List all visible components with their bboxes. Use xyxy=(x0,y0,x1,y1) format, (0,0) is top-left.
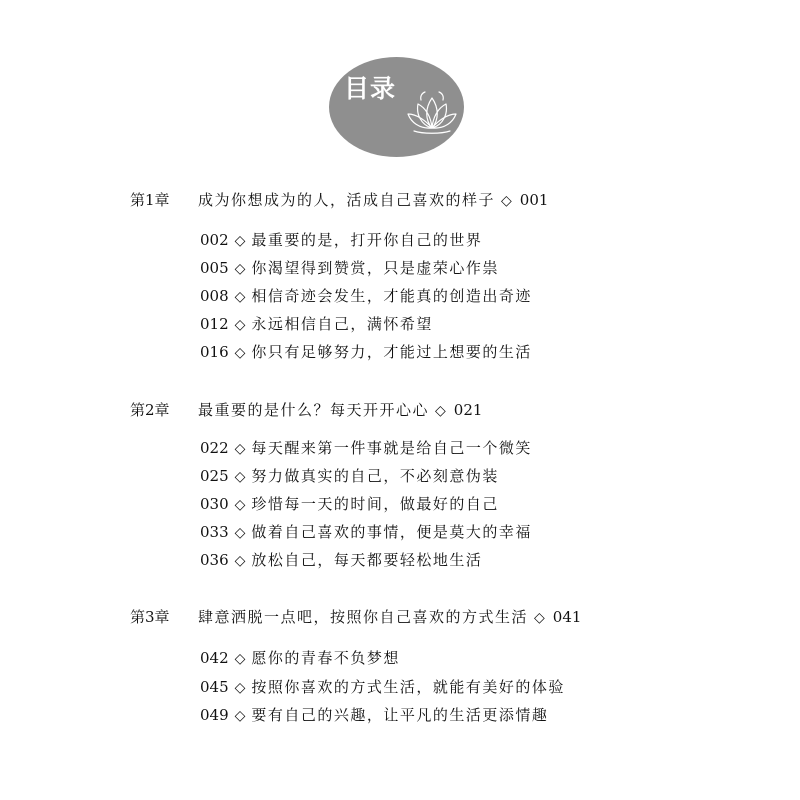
chapter-label: 第2章 xyxy=(130,401,170,419)
toc-entry[interactable] xyxy=(200,648,400,669)
entry-title: 你渴望得到赞赏，只是虚荣心作祟 xyxy=(251,259,499,277)
entry-page: 005 xyxy=(200,259,229,277)
toc-entry[interactable] xyxy=(200,522,532,543)
entry-page: 025 xyxy=(200,467,229,485)
toc-entry[interactable] xyxy=(200,286,532,307)
separator-diamond: ◇ xyxy=(234,497,246,513)
entry-page: 042 xyxy=(200,649,229,667)
separator-diamond: ◇ xyxy=(435,403,446,419)
separator-diamond: ◇ xyxy=(234,233,246,249)
chapter-page: 041 xyxy=(552,608,582,626)
separator-diamond: ◇ xyxy=(234,289,246,305)
chapter-label: 第1章 xyxy=(130,191,170,209)
entry-title: 做着自己喜欢的事情，便是莫大的幸福 xyxy=(251,523,532,541)
entry-page: 016 xyxy=(200,343,229,361)
entry-title: 放松自己，每天都要轻松地生活 xyxy=(251,551,483,569)
entry-page: 049 xyxy=(200,706,229,724)
separator-diamond: ◇ xyxy=(234,553,246,569)
chapter-title: 最重要的是什么？每天开开心心 xyxy=(198,401,430,419)
entry-page: 030 xyxy=(200,495,229,513)
lotus-icon xyxy=(405,90,459,136)
toc-entry[interactable] xyxy=(200,230,482,251)
chapter-title: 肆意洒脱一点吧，按照你自己喜欢的方式生活 xyxy=(198,608,529,626)
toc-entry[interactable] xyxy=(200,466,499,487)
entry-page: 002 xyxy=(200,231,229,249)
separator-diamond: ◇ xyxy=(234,345,246,361)
toc-entry[interactable] xyxy=(200,677,565,698)
separator-diamond: ◇ xyxy=(234,261,246,277)
separator-diamond: ◇ xyxy=(534,610,545,626)
entry-title: 每天醒来第一件事就是给自己一个微笑 xyxy=(251,439,532,457)
chapter-page: 021 xyxy=(453,401,483,419)
separator-diamond: ◇ xyxy=(501,193,512,209)
chapter-heading[interactable] xyxy=(130,400,482,421)
toc-entry[interactable] xyxy=(200,342,532,363)
entry-title: 愿你的青春不负梦想 xyxy=(251,649,400,667)
toc-entry[interactable] xyxy=(200,314,433,335)
entry-page: 036 xyxy=(200,551,229,569)
chapter-label: 第3章 xyxy=(130,608,170,626)
chapter-title: 成为你想成为的人，活成自己喜欢的样子 xyxy=(198,191,496,209)
separator-diamond: ◇ xyxy=(234,441,246,457)
chapter-heading[interactable] xyxy=(130,607,581,628)
toc-entry[interactable] xyxy=(200,258,499,279)
toc-entry[interactable] xyxy=(200,438,532,459)
entry-title: 珍惜每一天的时间，做最好的自己 xyxy=(251,495,499,513)
entry-title: 相信奇迹会发生，才能真的创造出奇迹 xyxy=(251,287,532,305)
separator-diamond: ◇ xyxy=(234,708,246,724)
separator-diamond: ◇ xyxy=(234,469,246,485)
entry-page: 008 xyxy=(200,287,229,305)
entry-page: 045 xyxy=(200,678,229,696)
entry-title: 按照你喜欢的方式生活，就能有美好的体验 xyxy=(251,678,565,696)
separator-diamond: ◇ xyxy=(234,680,246,696)
separator-diamond: ◇ xyxy=(234,525,246,541)
chapter-heading[interactable] xyxy=(130,190,548,211)
toc-entry[interactable] xyxy=(200,705,548,726)
entry-title: 要有自己的兴趣，让平凡的生活更添情趣 xyxy=(251,706,549,724)
entry-title: 努力做真实的自己，不必刻意伪装 xyxy=(251,467,499,485)
toc-entry[interactable] xyxy=(200,494,499,515)
separator-diamond: ◇ xyxy=(234,317,246,333)
entry-page: 012 xyxy=(200,315,229,333)
page-title: 目录 xyxy=(344,74,397,103)
entry-title: 永远相信自己，满怀希望 xyxy=(251,315,433,333)
chapter-page: 001 xyxy=(519,191,549,209)
entry-title: 你只有足够努力，才能过上想要的生活 xyxy=(251,343,532,361)
entry-title: 最重要的是，打开你自己的世界 xyxy=(251,231,483,249)
toc-entry[interactable] xyxy=(200,550,482,571)
separator-diamond: ◇ xyxy=(234,651,246,667)
entry-page: 033 xyxy=(200,523,229,541)
entry-page: 022 xyxy=(200,439,229,457)
